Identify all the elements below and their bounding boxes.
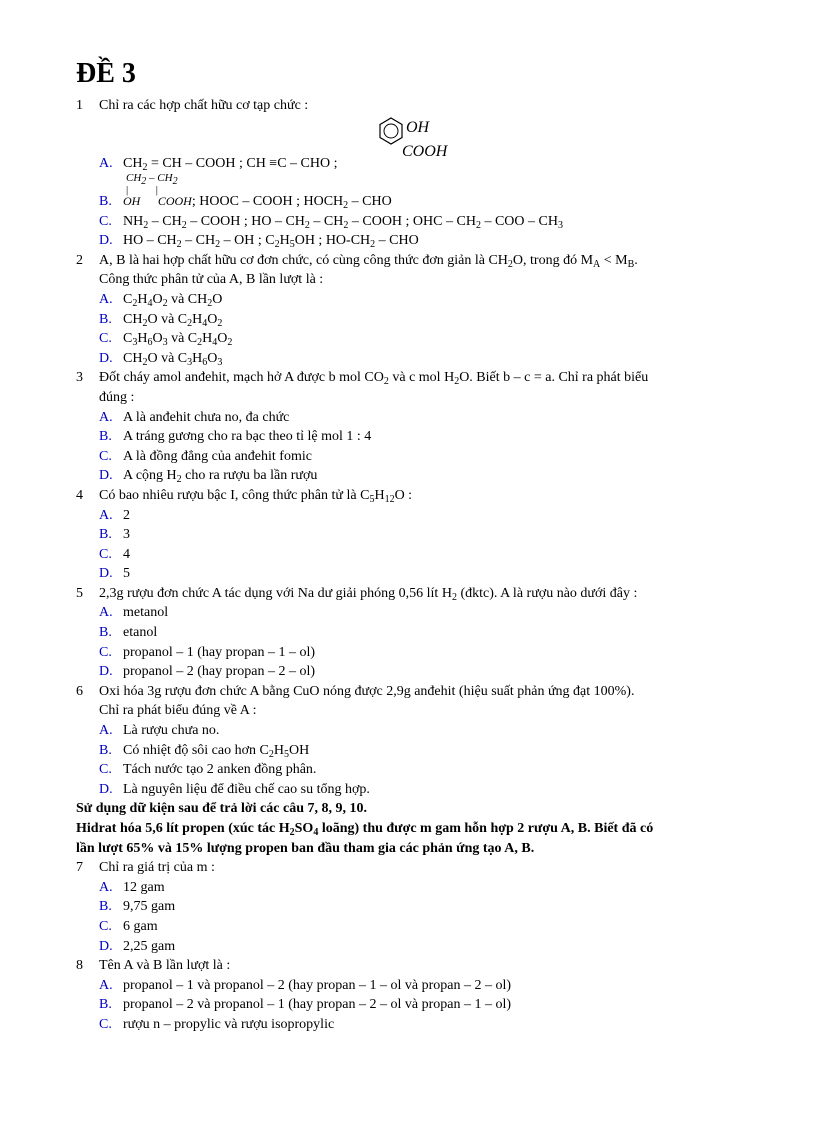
option-letter: D. xyxy=(99,664,113,680)
option-letter: B. xyxy=(99,429,112,445)
option-text: 9,75 gam xyxy=(123,899,176,915)
option-text: A là anđehit chưa no, đa chức xyxy=(123,409,290,425)
option-text: $CH_2$ = CH – COOH ; CH ≡C – CHO ; xyxy=(123,156,338,173)
option-b xyxy=(76,741,756,761)
option-b xyxy=(76,310,756,330)
option-b xyxy=(76,427,756,447)
option-letter: A. xyxy=(99,977,113,993)
option-text: propanol – 2 và propanol – 1 (hay propan – 2 – ol và propan – 1 – ol) xyxy=(123,997,512,1013)
page-title: ĐỀ 3 xyxy=(76,58,136,89)
option-letter: B. xyxy=(99,194,112,209)
ring-cooh-label: COOH xyxy=(402,142,448,160)
question-8 xyxy=(76,956,756,1034)
question-text: Chỉ ra giá trị của m : xyxy=(99,860,215,876)
option-letter: A. xyxy=(99,156,113,171)
option-letter: B. xyxy=(99,742,112,758)
option-letter: D. xyxy=(99,350,113,366)
option-letter: C. xyxy=(99,918,112,934)
option-text: propanol – 2 (hay propan – 2 – ol) xyxy=(123,664,316,680)
option-text: $NH_2 - CH_2$ – COOH ; HO – $CH_2 - CH_2$ – COOH ; OHC – $CH_2$ – COO – $CH_3$ xyxy=(123,213,563,231)
question-number: 5 xyxy=(76,585,83,601)
option-letter: C. xyxy=(99,546,112,562)
option-text: etanol xyxy=(123,625,158,641)
option-d xyxy=(76,780,756,800)
option-d xyxy=(76,466,756,486)
option-text: $CH_2O$ và $C_3H_6O_3$ xyxy=(123,350,223,368)
question-text: Đốt cháy amol anđehit, mạch hở A được b mol $CO_2$ và c mol $H_2O$. Biết b – c = a. Chỉ ra phát biểu đúng : xyxy=(99,370,649,405)
option-c xyxy=(76,1015,756,1035)
option-letter: C. xyxy=(99,1016,112,1032)
shared-data-block xyxy=(76,799,756,858)
option-d xyxy=(76,349,756,369)
question-5 xyxy=(76,584,756,682)
option-d xyxy=(76,231,756,251)
shared-problem-cont: lần lượt 65% và 15% lượng propen ban đầu tham gia các phản ứng tạo A, B. xyxy=(76,840,535,856)
option-a-block xyxy=(76,116,756,174)
option-text: A tráng gương cho ra bạc theo tỉ lệ mol 1 : 4 xyxy=(123,429,372,445)
question-number: 6 xyxy=(76,683,83,699)
option-letter: A. xyxy=(99,291,113,307)
option-letter: B. xyxy=(99,527,112,543)
option-text: propanol – 1 và propanol – 2 (hay propan – 1 – ol và propan – 2 – ol) xyxy=(123,977,512,993)
option-text: 2,25 gam xyxy=(123,938,176,954)
option-a xyxy=(76,154,756,174)
chain-oh: OH xyxy=(123,194,141,208)
option-text: 5 xyxy=(123,566,130,582)
option-b-block xyxy=(76,171,756,212)
ring-oh-label: OH xyxy=(406,118,430,136)
option-text: Là rượu chưa no. xyxy=(123,723,220,739)
question-text: Chỉ ra các hợp chất hữu cơ tạp chức : xyxy=(99,98,309,113)
option-text: $C_2H_4O_2$ và $CH_2O$ xyxy=(123,291,223,309)
option-letter: A. xyxy=(99,605,113,621)
option-letter: A. xyxy=(99,507,113,523)
option-c xyxy=(76,643,756,663)
question-3 xyxy=(76,368,756,486)
option-text: Tách nước tạo 2 anken đồng phân. xyxy=(123,762,317,778)
option-letter: D. xyxy=(99,781,113,797)
option-text: 3 xyxy=(123,527,130,543)
question-text: 2,3g rượu đơn chức A tác dụng với Na dư giải phóng 0,56 lít $H_2$ (đktc). A là rượu nào dưới đây : xyxy=(99,585,638,603)
question-text xyxy=(99,682,756,721)
question-1 xyxy=(76,96,756,251)
option-a xyxy=(76,408,756,428)
option-letter: D. xyxy=(99,233,113,249)
question-number: 4 xyxy=(76,487,83,503)
option-text: metanol xyxy=(123,605,169,621)
option-a xyxy=(76,506,756,526)
option-letter: D. xyxy=(99,566,113,582)
option-d xyxy=(76,564,756,584)
option-text: 12 gam xyxy=(123,879,165,895)
question-text-line1: Oxi hóa 3g rượu đơn chức A bằng CuO nóng được 2,9g anđehit (hiệu suất phản ứng đạt 100%). xyxy=(99,683,635,699)
option-letter: C. xyxy=(99,762,112,778)
option-text: OH COOH; HOOC – COOH ; $HOCH_2$ – CHO xyxy=(123,194,392,211)
chain-cooh: COOH xyxy=(157,194,192,208)
option-b xyxy=(76,525,756,545)
question-number: 1 xyxy=(76,98,83,113)
option-d xyxy=(76,662,756,682)
question-text-line2: Chỉ ra phát biểu đúng về A : xyxy=(99,703,257,719)
shared-problem: Hidrat hóa 5,6 lít propen (xúc tác $H_2SO_4$ loãng) thu được m gam hỗn hợp 2 rượu A, B. Biết đã có xyxy=(76,821,654,838)
option-letter: D. xyxy=(99,468,113,484)
question-6 xyxy=(76,682,756,800)
question-4 xyxy=(76,486,756,584)
option-text: 4 xyxy=(123,546,130,562)
option-letter: A. xyxy=(99,723,113,739)
option-d xyxy=(76,937,756,957)
option-c xyxy=(76,917,756,937)
option-c xyxy=(76,545,756,565)
question-number: 2 xyxy=(76,252,83,268)
option-c xyxy=(76,447,756,467)
question-list xyxy=(76,96,756,1035)
option-text: $C_3H_6O_3$ và $C_2H_4O_2$ xyxy=(123,331,233,349)
option-letter: C. xyxy=(99,331,112,347)
option-text: 6 gam xyxy=(123,918,158,934)
option-letter: A. xyxy=(99,409,113,425)
option-text: propanol – 1 (hay propan – 1 – ol) xyxy=(123,644,316,660)
option-letter: B. xyxy=(99,311,112,327)
option-a xyxy=(76,603,756,623)
option-a xyxy=(76,878,756,898)
option-c xyxy=(76,329,756,349)
option-letter: B. xyxy=(99,997,112,1013)
option-letter: C. xyxy=(99,448,112,464)
option-letter: B. xyxy=(99,625,112,641)
option-text: $CH_2O$ và $C_2H_4O_2$ xyxy=(123,311,223,329)
question-number: 3 xyxy=(76,370,83,386)
option-b xyxy=(76,897,756,917)
question-number: 7 xyxy=(76,860,83,876)
question-text: Có bao nhiêu rượu bậc I, công thức phân tử là $C_5H_{12}O$ : xyxy=(99,487,413,505)
option-letter: D. xyxy=(99,938,113,954)
option-b xyxy=(76,623,756,643)
question-text: A, B là hai hợp chất hữu cơ đơn chức, có cùng công thức đơn giản là $CH_2O$, trong đó $M_A < M_B$. Công thức phân tử của A, B lần lượt là : xyxy=(99,252,638,288)
option-letter: C. xyxy=(99,644,112,660)
option-text: Có nhiệt độ sôi cao hơn $C_2H_5OH$ xyxy=(123,742,310,760)
option-text: A cộng $H_2$ cho ra rượu ba lần rượu xyxy=(123,468,318,486)
question-number: 8 xyxy=(76,958,83,974)
option-text: rượu n – propylic và rượu isopropylic xyxy=(123,1016,335,1032)
option-text: A là đồng đẳng của anđehit fomic xyxy=(123,448,312,464)
option-letter: B. xyxy=(99,899,112,915)
shared-intro: Sử dụng dữ kiện sau để trả lời các câu 7, 8, 9, 10. xyxy=(76,801,367,817)
option-c xyxy=(76,760,756,780)
chain-top: $CH_2 - CH_2$ xyxy=(126,171,178,187)
question-2 xyxy=(76,251,756,369)
option-a xyxy=(76,976,756,996)
option-letter: C. xyxy=(99,213,112,229)
option-text: Là nguyên liệu để điều chế cao su tổng hợp. xyxy=(123,781,370,797)
option-b xyxy=(76,995,756,1015)
option-a xyxy=(76,721,756,741)
option-c xyxy=(76,212,756,232)
question-text: Tên A và B lần lượt là : xyxy=(99,958,231,974)
option-text: 2 xyxy=(123,507,130,523)
question-7 xyxy=(76,858,756,956)
option-a xyxy=(76,290,756,310)
option-letter: A. xyxy=(99,879,113,895)
option-text: HO – $CH_2 - CH_2$ – OH ; $C_2H_5OH$ ; $HO-CH_2$ – CHO xyxy=(123,233,419,251)
option-b xyxy=(76,192,756,212)
chain-bars: | | xyxy=(126,183,158,196)
